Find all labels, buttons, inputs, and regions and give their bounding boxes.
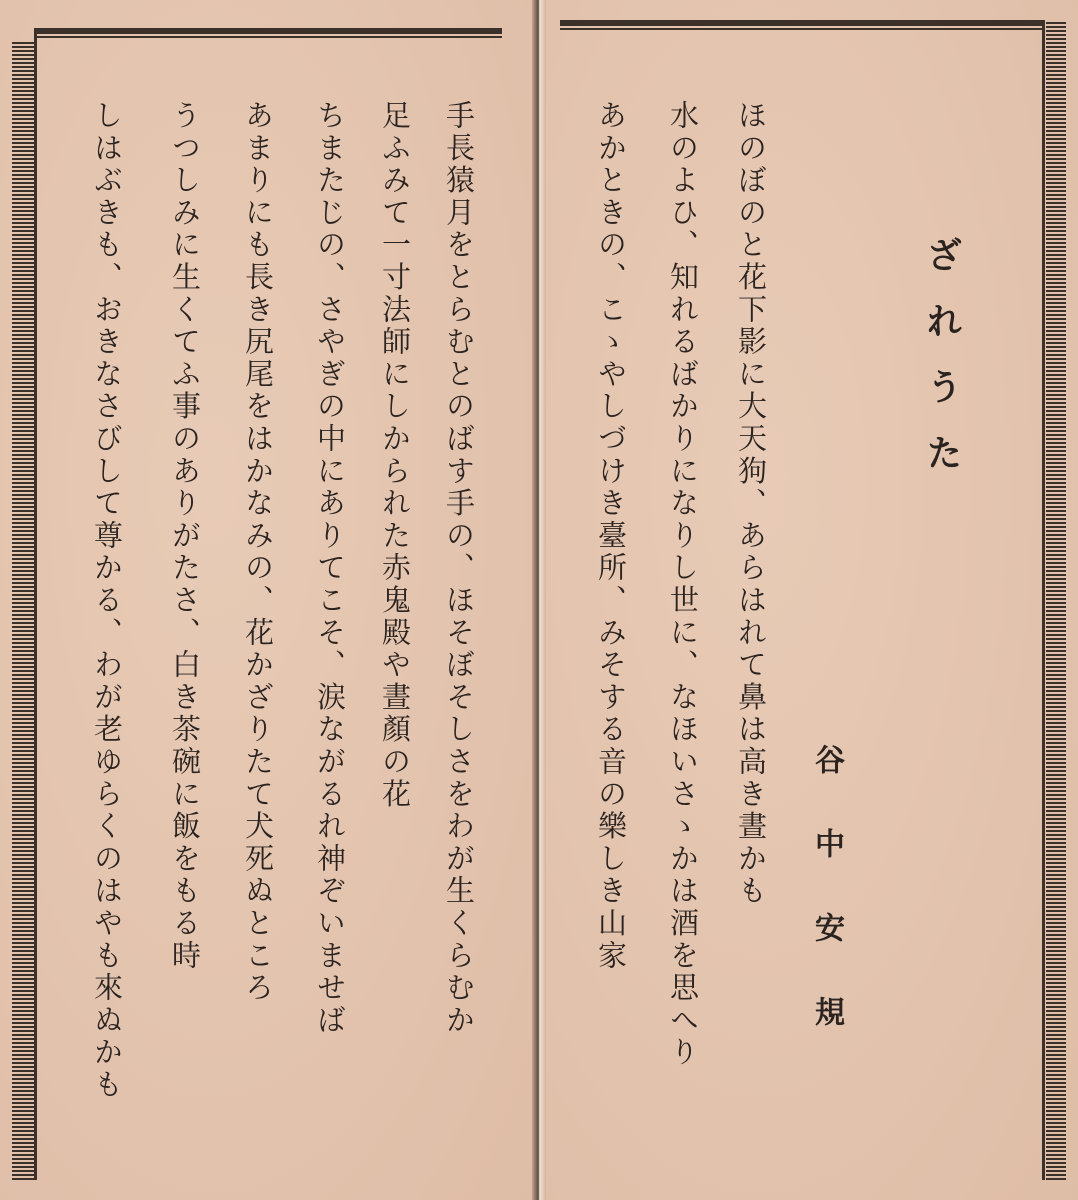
poem-line-7: あまりにも長き尻尾をはかなみの、花かざりたて犬死ぬところ xyxy=(241,100,275,1005)
left-page xyxy=(0,0,532,1200)
poem-line-4: 手長猿月をとらむとのばす手の、ほそぼそしさをわが生くらむか xyxy=(442,100,476,1037)
right-page xyxy=(546,0,1078,1200)
poem-line-3: あかときの、こゝやしづけき臺所、みそする音の樂しき山家 xyxy=(594,100,628,973)
left-page-top-border xyxy=(36,28,502,34)
left-page-top-border-inner xyxy=(36,36,502,38)
right-page-top-border-inner xyxy=(560,28,1042,30)
right-page-top-border xyxy=(560,20,1042,26)
left-page-left-border-inner xyxy=(34,28,37,1180)
right-page-right-border xyxy=(1046,20,1066,1180)
poem-line-2: 水のよひ、知れるばかりになりし世に、なほいさゝかは酒を思へり xyxy=(666,100,700,1069)
poem-line-1: ほのぼのと花下影に大天狗、あらはれて鼻は高き晝かも xyxy=(734,100,768,908)
poem-line-9: しはぶきも、おきなさびして尊かる、わが老ゆらくのはやも來ぬかも xyxy=(90,100,124,1102)
poem-line-5: 足ふみて一寸法師にしかられた赤鬼殿や晝顏の花 xyxy=(378,100,412,811)
poem-line-8: うつしみに生くてふ事のありがたさ、白き茶碗に飯をもる時 xyxy=(168,100,202,973)
page-gutter xyxy=(532,0,546,1200)
poem-title: ざれうた xyxy=(921,236,963,500)
poem-line-6: ちまたじの、さやぎの中にありてこそ、涙ながるれ神ぞいませば xyxy=(313,100,347,1037)
right-page-right-border-inner xyxy=(1042,20,1045,1180)
left-page-left-border xyxy=(12,40,34,1180)
author-name: 谷中安規 xyxy=(809,744,844,1080)
